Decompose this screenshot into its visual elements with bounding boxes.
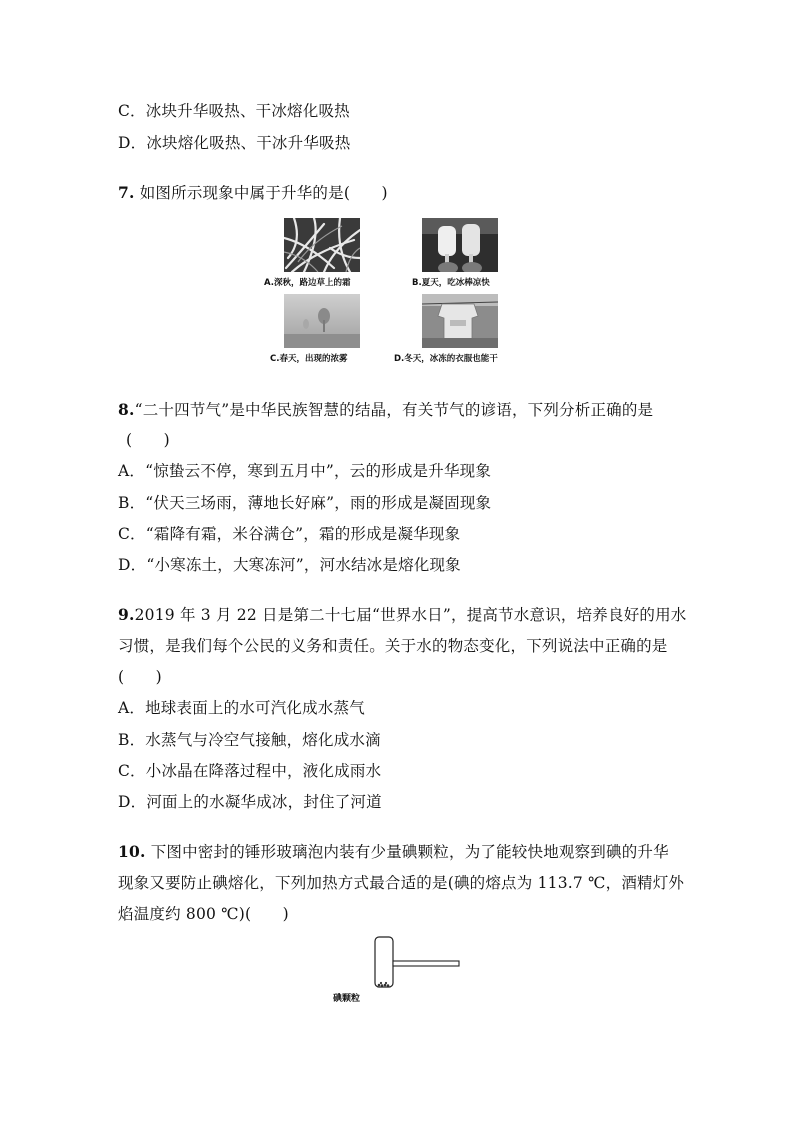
q9-stem-line-2: 习惯，是我们每个公民的义务和责任。关于水的物态变化，下列说法中正确的是 — [118, 637, 668, 655]
q8-stem — [118, 400, 653, 420]
q9-stem-text-1: 2019 年 3 月 22 日是第二十七届“世界水日”，提高节水意识，培养良好的用水 — [134, 606, 687, 624]
q10-stem-line-2: 现象又要防止碘熔化，下列加热方式最合适的是(碘的熔点为 113.7 ℃，酒精灯外 — [118, 874, 685, 892]
q8-option-a: A．“惊蛰云不停，寒到五月中”，云的形成是升华现象 — [118, 462, 492, 480]
q8-option-c: C．“霜降有霜，米谷满仓”，霜的形成是凝华现象 — [118, 525, 461, 543]
q7-figure-grid — [262, 216, 532, 368]
q8-answer-blank: ( ) — [126, 431, 170, 449]
q7-photo-b-popsicle — [422, 218, 498, 272]
q10-stem-text-1: 下图中密封的锤形玻璃泡内装有少量碘颗粒，为了能较快地观察到碘的升华 — [145, 843, 669, 861]
q10-iodine-label: 碘颗粒 — [333, 994, 361, 1004]
q7-number: 7. — [118, 183, 135, 202]
q7-caption-b: B.夏天，吃冰棒凉快 — [412, 278, 490, 288]
q10-stem-line-1 — [118, 842, 669, 862]
q6-option-c: C．冰块升华吸热、干冰熔化吸热 — [118, 102, 350, 120]
q10-iodine-bulb-figure — [330, 933, 470, 1013]
iodine-bulb-diagram — [330, 933, 470, 993]
q8-option-b: B．“伏天三场雨，薄地长好麻”，雨的形成是凝固现象 — [118, 494, 492, 512]
q7-photo-c-fog — [284, 294, 360, 348]
q9-option-b: B．水蒸气与冷空气接触，熔化成水滴 — [118, 731, 381, 749]
q9-option-c: C．小冰晶在降落过程中，液化成雨水 — [118, 762, 382, 780]
q6-option-d: D．冰块熔化吸热、干冰升华吸热 — [118, 134, 351, 152]
q9-stem-line-1 — [118, 605, 687, 625]
q9-option-a: A．地球表面上的水可汽化成水蒸气 — [118, 699, 365, 717]
q7-stem — [118, 183, 388, 203]
q9-number: 9. — [118, 605, 135, 624]
q9-option-d: D．河面上的水凝华成冰，封住了河道 — [118, 793, 382, 811]
q7-caption-d: D.冬天，冰冻的衣服也能干 — [394, 354, 498, 364]
q7-caption-a: A.深秋，路边草上的霜 — [264, 278, 351, 288]
q8-option-d: D．“小寒冻土，大寒冻河”，河水结冰是熔化现象 — [118, 556, 461, 574]
q10-number: 10. — [118, 842, 146, 861]
q7-photo-a-frost — [284, 218, 360, 272]
q7-stem-text: 如图所示现象中属于升华的是( ) — [134, 184, 388, 202]
q10-stem-line-3: 焰温度约 800 ℃)( ) — [118, 905, 289, 923]
q7-photo-d-clothes — [422, 294, 498, 348]
q8-stem-text: “二十四节气”是中华民族智慧的结晶，有关节气的谚语，下列分析正确的是 — [134, 401, 654, 419]
q8-number: 8. — [118, 400, 135, 419]
q7-caption-c: C.春天，出现的浓雾 — [270, 354, 348, 364]
q9-answer-blank: ( ) — [118, 668, 162, 686]
